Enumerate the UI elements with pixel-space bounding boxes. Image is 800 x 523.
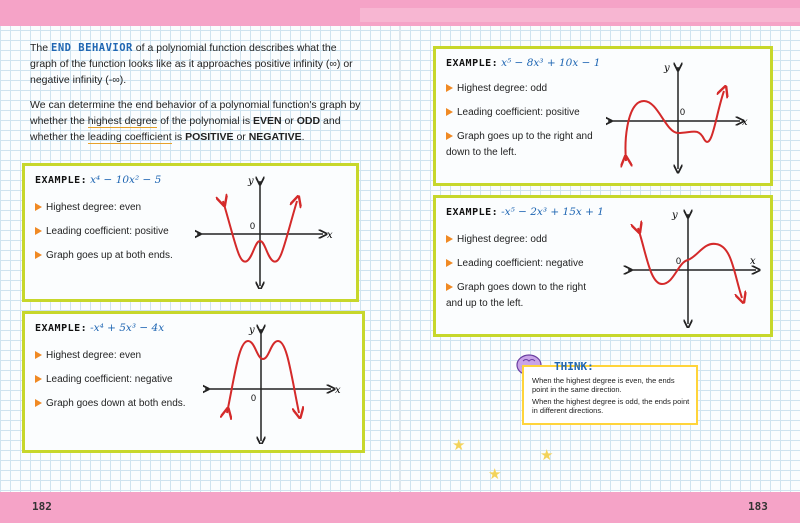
leading-coefficient-underline: leading coefficient — [87, 131, 172, 143]
example-box-2 — [22, 311, 365, 453]
graph-2 — [203, 319, 353, 444]
star-icon: ★ — [488, 466, 502, 483]
bullet-graph: Graph goes down at both ends. — [35, 396, 186, 412]
origin-label: 0 — [676, 256, 682, 266]
bullet-arrow-icon — [446, 108, 453, 116]
y-axis-label: y — [249, 325, 255, 336]
bullet-coefficient: Leading coefficient: positive — [446, 105, 580, 121]
curve — [626, 91, 724, 161]
bullet-arrow-icon — [446, 132, 453, 140]
think-title: THINK: — [554, 360, 594, 373]
bullet-arrow-icon — [446, 259, 453, 267]
example-box-4 — [433, 195, 773, 337]
origin-label: 0 — [250, 221, 256, 231]
x-axis-label: x — [335, 385, 341, 396]
x-axis-label: x — [742, 117, 748, 128]
origin-label: 0 — [251, 393, 257, 403]
bullet-degree: Highest degree: even — [35, 348, 141, 364]
page-number-right: 183 — [748, 500, 768, 513]
bottom-tape — [0, 492, 800, 523]
y-axis-label: y — [672, 210, 678, 221]
intro-paragraph-2: We can determine the end behavior of a polynomial function's graph by whether the highest degree of the polynomial is EVEN or ODD and whether the leading coefficient is POSITIVE or NEGATIVE. — [30, 99, 361, 143]
curve — [227, 341, 299, 413]
top-tape-strip — [360, 8, 800, 22]
bullet-arrow-icon — [35, 227, 42, 235]
graph-1 — [195, 171, 345, 289]
keyword-end-behavior: END BEHAVIOR — [51, 42, 133, 54]
bullet-graph: Graph goes down to the right and up to the left. — [446, 282, 586, 309]
y-axis-label: y — [664, 63, 670, 74]
think-line-1: When the highest degree is even, the ends point in the same direction. — [532, 376, 675, 394]
bullet-coefficient: Leading coefficient: positive — [35, 224, 169, 240]
y-axis-label: y — [248, 176, 254, 187]
bullet-degree: Highest degree: odd — [446, 232, 547, 248]
x-axis-label: x — [327, 230, 333, 241]
example-title: EXAMPLE: -x⁴ + 5x³ − 4x — [35, 322, 165, 334]
bullet-arrow-icon — [35, 399, 42, 407]
bullet-arrow-icon — [446, 235, 453, 243]
bullet-arrow-icon — [446, 283, 453, 291]
bullet-degree: Highest degree: even — [35, 200, 141, 216]
star-icon: ★ — [540, 447, 554, 464]
bullet-coefficient: Leading coefficient: negative — [446, 256, 584, 272]
example-title: EXAMPLE: -x⁵ − 2x³ + 15x + 1 — [446, 206, 604, 218]
bullet-arrow-icon — [35, 203, 42, 211]
example-title: EXAMPLE: x⁴ − 10x² − 5 — [35, 174, 162, 186]
x-axis-label: x — [750, 256, 756, 267]
bullet-arrow-icon — [446, 84, 453, 92]
book-spine — [399, 26, 401, 492]
star-icon: ★ — [452, 437, 466, 454]
example-title: EXAMPLE: x⁵ − 8x³ + 10x − 1 — [446, 57, 601, 69]
bullet-arrow-icon — [35, 351, 42, 359]
bullet-graph: Graph goes up at both ends. — [35, 248, 173, 264]
bullet-arrow-icon — [35, 375, 42, 383]
curve — [638, 228, 742, 298]
graph-3 — [606, 57, 756, 175]
bullet-arrow-icon — [35, 251, 42, 259]
bullet-graph: Graph goes up to the right and down to the left. — [446, 131, 593, 158]
think-box — [522, 360, 698, 425]
intro-paragraph-1: The END BEHAVIOR of a polynomial function describes what the graph of the function looks like as it approaches positive infinity (∞) or negative infinity (-∞). — [30, 42, 353, 86]
page-number-left: 182 — [32, 500, 52, 513]
bullet-degree: Highest degree: odd — [446, 81, 547, 97]
bullet-coefficient: Leading coefficient: negative — [35, 372, 173, 388]
example-box-3 — [433, 46, 773, 186]
origin-label: 0 — [680, 107, 686, 117]
highest-degree-underline: highest degree — [87, 115, 158, 127]
graph-4 — [616, 204, 764, 328]
example-box-1 — [22, 163, 359, 302]
think-line-2: When the highest degree is odd, the ends point in different directions. — [532, 397, 690, 415]
